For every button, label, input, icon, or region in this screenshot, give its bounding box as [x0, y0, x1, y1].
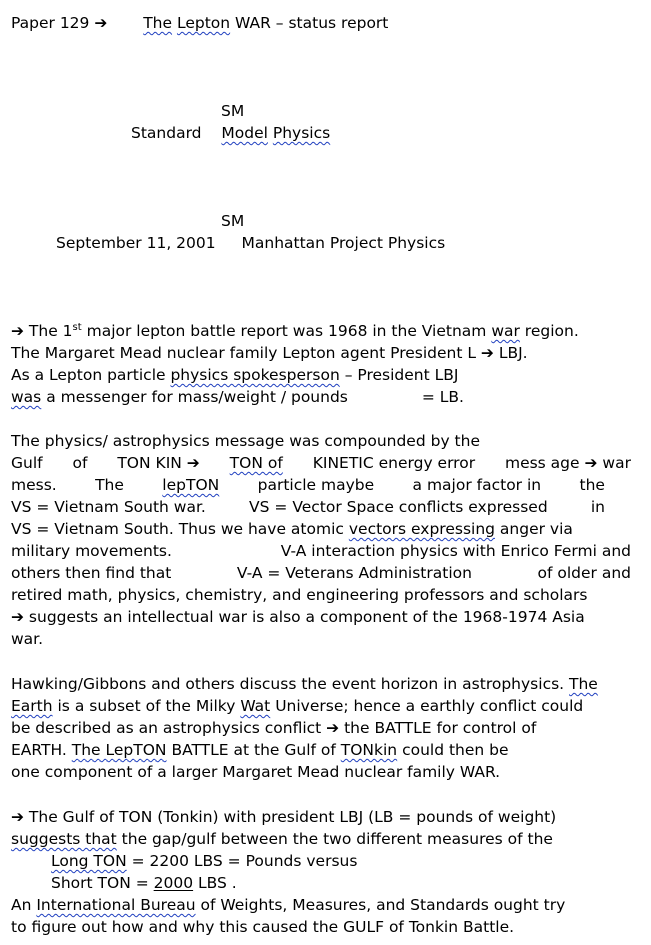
paper-number: Paper 129 ➔ — [11, 14, 108, 32]
para3-line5: one component of a larger Margaret Mead nuclear family WAR. — [11, 763, 501, 781]
war-word: war — [491, 322, 520, 340]
para2-line8: retired math, physics, chemistry, and engineering professors and scholars — [11, 586, 588, 604]
page-header — [11, 12, 388, 34]
para4-line3: Long TON = 2200 LBS = Pounds versus — [51, 852, 358, 870]
para3-line2: Earth is a subset of the Milky Wat Universe; hence a earthly conflict could — [11, 697, 584, 715]
international-bureau: International Bureau — [36, 896, 196, 914]
para1-line1: ➔ The 1st major lepton battle report was 1968 in the Vietnam war region. — [11, 321, 579, 340]
ton-of: TON of — [229, 454, 283, 472]
long-ton: Long TON — [51, 852, 127, 870]
para2-line1: The physics/ astrophysics message was compounded by the — [11, 432, 480, 450]
sm-label-2: SM — [221, 212, 245, 230]
vectors-expressing: vectors expressing — [348, 520, 495, 538]
para2-line9: ➔ suggests an intellectual war is also a component of the 1968-1974 Asia — [11, 608, 585, 626]
sm-label-1: SM — [221, 102, 245, 120]
para4-line1: ➔ The Gulf of TON (Tonkin) with president LBJ (LB = pounds of weight) — [11, 808, 557, 826]
was-word: was — [11, 388, 42, 406]
title-lepton: Lepton — [176, 14, 231, 32]
standard-model-heading — [131, 122, 330, 144]
physics-word: Physics — [272, 124, 331, 142]
lepton-word: lepTON — [162, 476, 220, 494]
september-heading — [56, 232, 445, 254]
para2-line5: VS = Vietnam South. Thus we have atomic vectors expressing anger via — [11, 520, 573, 538]
para2-line10: war. — [11, 630, 44, 648]
para4-line5: An International Bureau of Weights, Measures, and Standards ought try — [11, 896, 566, 914]
para3-line1: Hawking/Gibbons and others discuss the event horizon in astrophysics. The — [11, 675, 598, 693]
earth-word: Earth — [11, 697, 53, 715]
wat-word: Wat — [240, 697, 271, 715]
para1-line2: The Margaret Mead nuclear family Lepton agent President L ➔ LBJ. — [11, 344, 528, 362]
para4-line2: suggests that the gap/gulf between the two different measures of the — [11, 830, 553, 848]
para1-line4: was a messenger for mass/weight / pounds = LB. — [11, 388, 464, 406]
standard-word: Standard — [131, 124, 202, 142]
para2-line2: Gulf of TON KIN ➔ TON of KINETIC energy error mess age ➔ war — [11, 454, 631, 472]
para2-line3: mess. The lepTON particle maybe a major factor in the — [11, 476, 605, 494]
value-2000: 2000 — [153, 874, 194, 892]
para4-line4: Short TON = 2000 LBS . — [51, 874, 237, 892]
date-text: September 11, 2001 — [56, 234, 216, 252]
para3-line4: EARTH. The LepTON BATTLE at the Gulf of TONkin could then be — [11, 741, 509, 759]
para4-line6: to figure out how and why this caused the GULF of Tonkin Battle. — [11, 918, 515, 936]
para2-line7: others then find that V-A = Veterans Administration of older and — [11, 564, 631, 582]
model-word: Model — [221, 124, 268, 142]
para2-line6: military movements. V-A interaction physics with Enrico Fermi and — [11, 542, 631, 560]
para1-line3: As a Lepton particle physics spokesperson – President LBJ — [11, 366, 459, 384]
the-word: The — [569, 675, 598, 693]
suggests-that: suggests that — [11, 830, 117, 848]
the-lepton: The LepTON — [71, 741, 167, 759]
para3-line3: be described as an astrophysics conflict ➔ the BATTLE for control of — [11, 719, 537, 737]
title-rest: WAR – status report — [235, 14, 389, 32]
tonkin-word: TONkin — [340, 741, 398, 759]
superscript-st: st — [72, 321, 82, 333]
para2-line4: VS = Vietnam South war. VS = Vector Space conflicts expressed in — [11, 498, 605, 516]
title-the: The — [143, 14, 173, 32]
manhattan-text: Manhattan Project Physics — [241, 234, 446, 252]
physics-spokesperson: physics spokesperson — [170, 366, 340, 384]
